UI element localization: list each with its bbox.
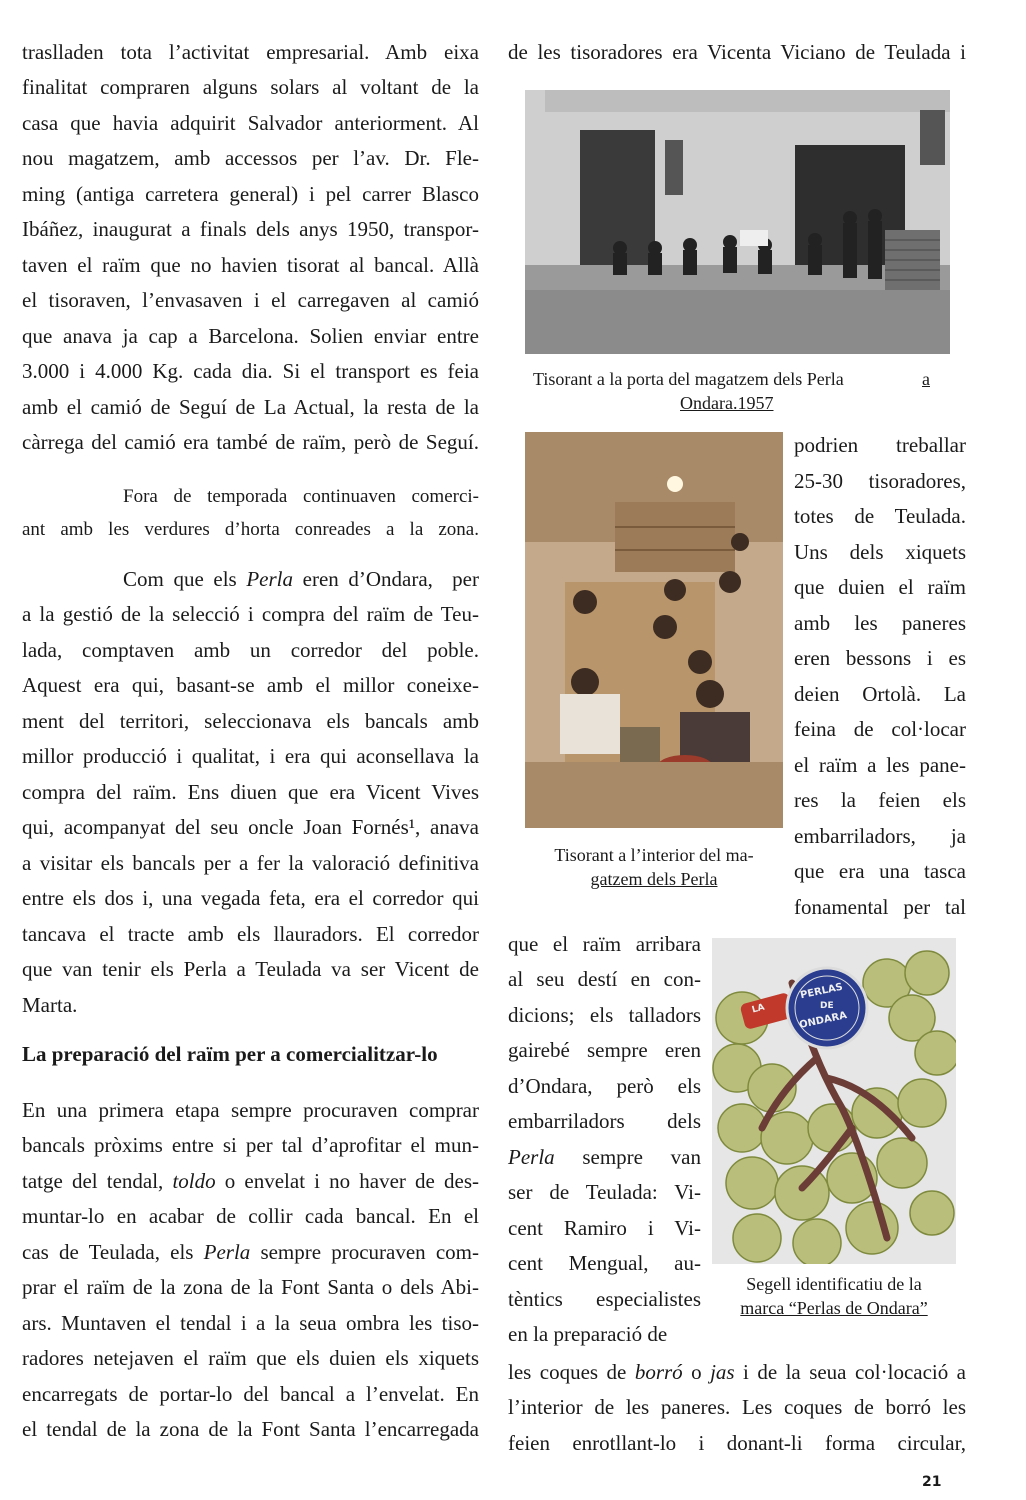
page-number: 21: [922, 1474, 942, 1490]
body-line: gairebé sempre eren: [508, 1038, 701, 1062]
body-line: amb el camió de Seguí de La Actual, la resta de la: [22, 395, 479, 419]
body-line: cas de Teulada, els Perla sempre procuraven com-: [22, 1240, 479, 1264]
body-line: feina de col·locar: [794, 717, 966, 741]
body-line: ser de Teulada: Vi-: [508, 1180, 701, 1204]
body-line: compra del raïm. Ens diuen que era Vicent Vives: [22, 780, 479, 804]
body-line: ment del territori, seleccionava els bancals amb: [22, 709, 479, 733]
body-line: el tendal de la zona de la Font Santa l’encarregada: [22, 1417, 479, 1441]
body-line: que el raïm arribara: [508, 932, 701, 956]
body-line: 25-30 tisoradores,: [794, 469, 966, 493]
body-line: Aquest era qui, basant-se amb el millor coneixe-: [22, 673, 479, 697]
seal-text-left: LA: [750, 1002, 766, 1016]
section-heading: La preparació del raïm per a comercialitzar-lo: [22, 1042, 438, 1066]
body-line: cent Ramiro i Vi-: [508, 1216, 701, 1240]
body-line: encarregats de portar-lo del bancal a l’envelat. En: [22, 1382, 479, 1406]
italic-perla: Perla: [246, 567, 294, 591]
body-line: d’Ondara, però els: [508, 1074, 701, 1098]
body-line: el raïm a les pane-: [794, 753, 966, 777]
body-line: en la preparació de: [508, 1322, 668, 1346]
body-line: tatge del tendal, toldo o envelat i no haver de des-: [22, 1169, 479, 1193]
seal-text: PERLAS: [799, 981, 844, 1002]
body-line: podrien treballar: [794, 433, 966, 457]
body-line: ars. Muntaven el tendal i a la seua ombra les tiso-: [22, 1311, 479, 1335]
italic-borro: borró: [634, 1360, 683, 1384]
body-line: Marta.: [22, 993, 78, 1017]
body-line: Uns dels xiquets: [794, 540, 966, 564]
body-line: eren bessons i es: [794, 646, 966, 670]
body-line: embarriladors dels: [508, 1109, 701, 1133]
body-line: l’interior de les paneres. Les coques de borró les: [508, 1395, 966, 1419]
body-line: lada, comptaven amb un corredor del poble.: [22, 638, 479, 662]
body-line: radores netejaven el raïm que els duien els xiquets: [22, 1346, 479, 1370]
body-line: muntar-lo en acabar de collir cada bancal. En el: [22, 1204, 479, 1228]
seal-text: DE: [820, 1001, 834, 1011]
italic-toldo: toldo: [172, 1169, 216, 1193]
caption-photo-1-line2: Ondara.1957: [680, 393, 774, 413]
photo-grapes-seal: [712, 938, 956, 1264]
body-line: que duien el raïm: [794, 575, 966, 599]
body-line: qui, acompanyat del seu oncle Joan Fornés¹, anava: [22, 815, 479, 839]
body-line: el tisoraven, l’envasaven i el carregaven al camió: [22, 288, 479, 312]
body-line: embarriladors, ja: [794, 824, 966, 848]
body-line: que van tenir els Perla a Teulada va ser Vicent de: [22, 957, 479, 981]
caption-photo-2-line2: gatzem dels Perla: [590, 869, 718, 889]
body-line: a la gestió de la selecció i compra del raïm de Teu-: [22, 602, 479, 626]
body-line: Com que els Perla eren d’Ondara, per: [123, 567, 479, 591]
body-line: amb les paneres: [794, 611, 966, 635]
body-line: prar el raïm de la zona de la Font Santa o dels Abi-: [22, 1275, 479, 1299]
body-line: deien Ortolà. La: [794, 682, 966, 706]
caption-photo-3: Segell identificatiu de la: [746, 1274, 922, 1294]
seal-text: ONDARA: [798, 1010, 848, 1031]
body-line: millor producció i qualitat, i era qui aconsellava la: [22, 744, 479, 768]
body-line: 3.000 i 4.000 Kg. cada dia. Si el transport es feia: [22, 359, 479, 383]
caption-photo-1: Tisorant a la porta del magatzem dels Perla: [533, 369, 844, 389]
body-line: casa que havia adquirit Salvador anteriorment. Al: [22, 111, 479, 135]
photo-warehouse-interior: [525, 432, 783, 828]
body-line: Fora de temporada continuaven comerci-: [123, 486, 479, 507]
photo-warehouse-exterior: [525, 90, 950, 354]
body-line: dicions; els talladors: [508, 1003, 701, 1027]
body-line: tèntics especialistes: [508, 1287, 701, 1311]
body-line: Perla sempre van: [508, 1145, 701, 1169]
italic-perla: Perla: [508, 1145, 555, 1169]
italic-jas: jas: [710, 1360, 735, 1384]
body-line: feien enrotllant-lo i donant-li forma circular,: [508, 1431, 966, 1455]
body-line: Ibáñez, inaugurat a finals dels anys 1950, transpor-: [22, 217, 479, 241]
body-line: que anava ja cap a Barcelona. Solien enviar entre: [22, 324, 479, 348]
body-line: càrrega del camió era també de raïm, però de Seguí.: [22, 430, 479, 454]
body-line: res la feien els: [794, 788, 966, 812]
caption-photo-2: Tisorant a l’interior del ma-: [554, 845, 754, 865]
body-line: al seu destí en con-: [508, 967, 701, 991]
body-line: de les tisoradores era Vicenta Viciano de Teulada i: [508, 40, 966, 64]
body-line: que era una tasca: [794, 859, 966, 883]
body-line: traslladen tota l’activitat empresarial. Amb eixa: [22, 40, 479, 64]
body-line: ant amb les verdures d’horta conreades a la zona.: [22, 519, 479, 540]
body-line: nou magatzem, amb accessos per l’av. Dr. Fle-: [22, 146, 479, 170]
caption-photo-1-a: a: [922, 369, 930, 389]
body-line: finalitat compraren alguns solars al voltant de la: [22, 75, 479, 99]
photo-warehouse-exterior-image: [525, 90, 950, 354]
body-line: les coques de borró o jas i de la seua col·locació a: [508, 1360, 967, 1384]
photo-warehouse-interior-image: [525, 432, 783, 828]
body-line: ming (antiga carretera general) i pel carrer Blasco: [22, 182, 479, 206]
body-line: En una primera etapa sempre procuraven comprar: [22, 1098, 479, 1122]
body-line: a visitar els bancals per a fer la valoració definitiva: [22, 851, 479, 875]
body-line: entre els dos i, una vegada feta, era el corredor qui: [22, 886, 479, 910]
body-line: bancals pròxims entre si per tal d’aprofitar el mun-: [22, 1133, 479, 1157]
body-line: cent Mengual, au-: [508, 1251, 701, 1275]
italic-perla: Perla: [203, 1240, 251, 1264]
caption-photo-3-line2: marca “Perlas de Ondara”: [740, 1298, 928, 1318]
body-line: taven el raïm que no havien tisorat al bancal. Allà: [22, 253, 479, 277]
body-line: totes de Teulada.: [794, 504, 966, 528]
body-line: fonamental per tal: [794, 895, 966, 919]
body-line: tancava el tracte amb els llauradors. El corredor: [22, 922, 479, 946]
